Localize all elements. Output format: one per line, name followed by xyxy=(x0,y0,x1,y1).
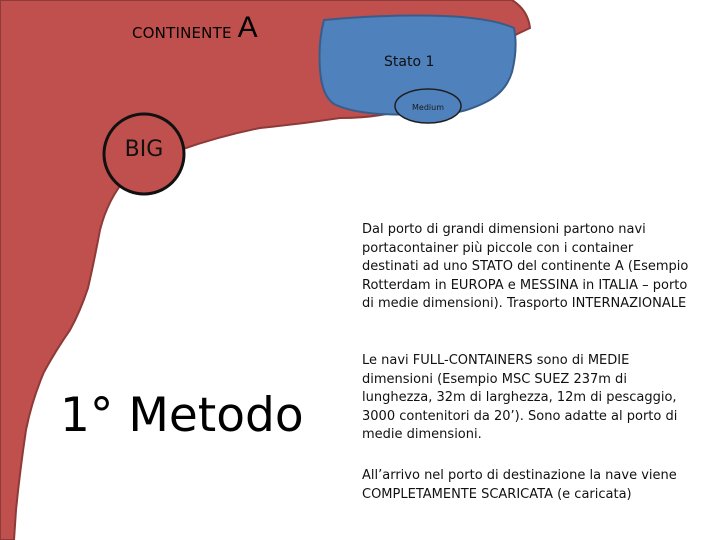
continent-label xyxy=(132,11,258,44)
continent-word: CONTINENTE xyxy=(132,24,232,42)
description-paragraph-1: Dal porto di grandi dimensioni partono navi portacontainer più piccole con i container destinati ad uno STATO del continente A (Esempio Rotterdam in EUROPA e MESSINA in ITALIA – porto di medie dimensioni). Trasporto INTERNAZIONALE xyxy=(362,222,689,311)
continent-letter: A xyxy=(237,11,258,44)
medium-port-label: Medium xyxy=(412,103,444,112)
state-label: Stato 1 xyxy=(384,54,435,70)
big-port-label: BIG xyxy=(124,137,164,162)
description-paragraph-2: Le navi FULL-CONTAINERS sono di MEDIE dimensioni (Esempio MSC SUEZ 237m di lunghezza, 32m di larghezza, 12m di pescaggio, 3000 contenitori da 20’). Sono adatte al porto di medie dimensioni. xyxy=(362,353,678,442)
description-paragraph-3: All’arrivo nel porto di destinazione la nave viene COMPLETAMENTE SCARICATA (e caricata) xyxy=(362,468,677,502)
method-title: 1° Metodo xyxy=(60,388,304,443)
